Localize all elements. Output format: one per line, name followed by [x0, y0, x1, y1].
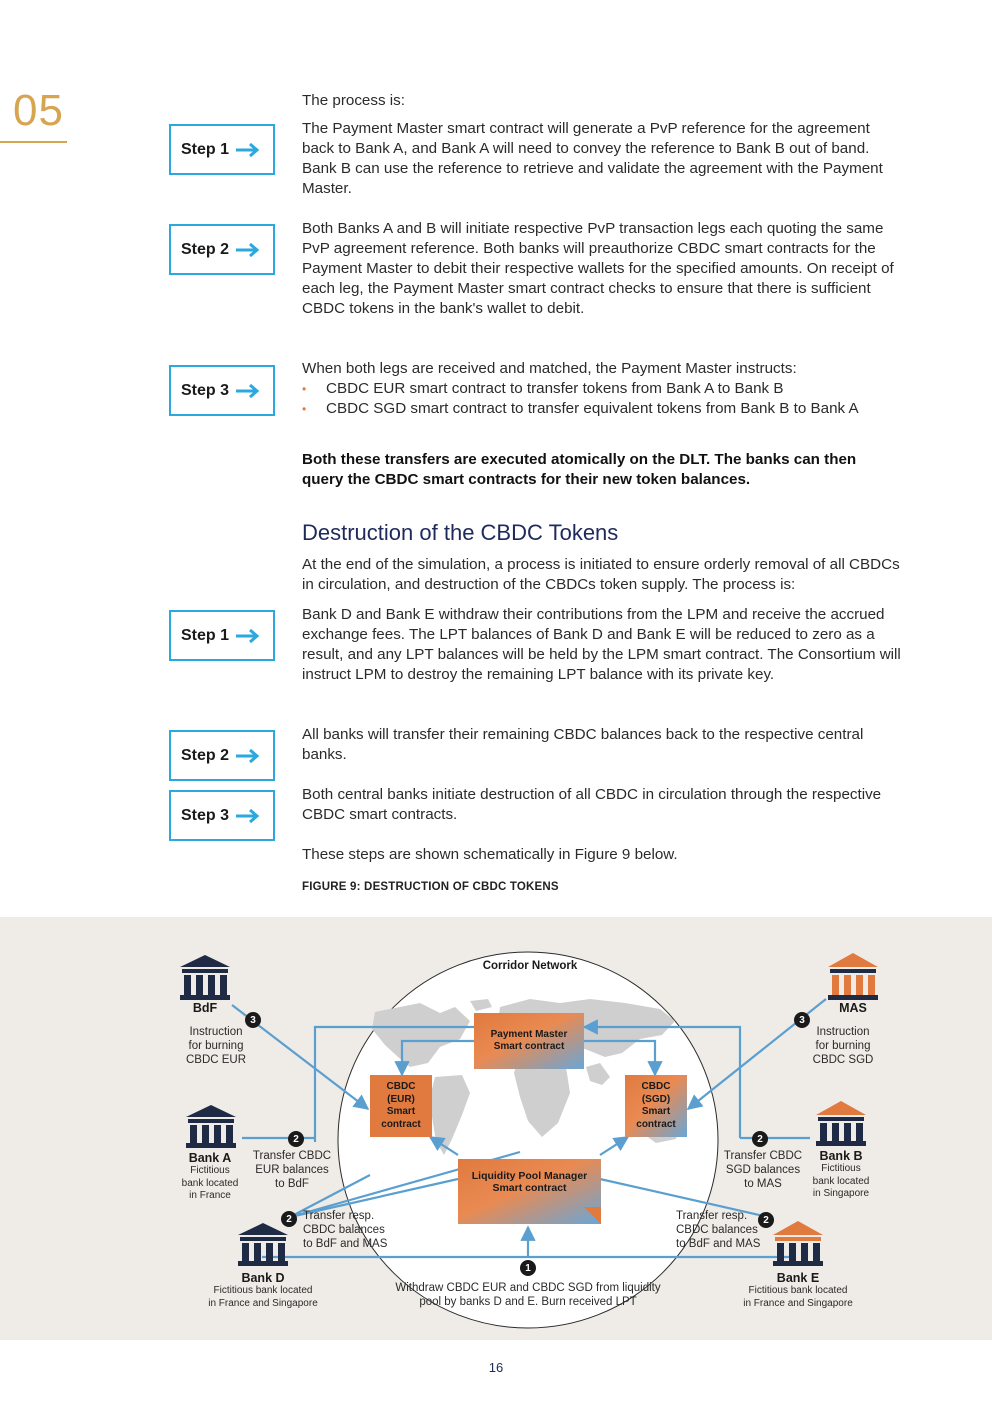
step-marker-2: 2 [288, 1131, 304, 1147]
bank-e-name: Bank E [776, 1271, 820, 1285]
bank-a-transfer-1: Transfer CBDC [252, 1150, 332, 1162]
payment-master-line1: Payment Master [490, 1028, 568, 1040]
mas-name: MAS [839, 1001, 867, 1015]
bank-b-desc-2: bank located [812, 1175, 870, 1187]
lpm-line2: Smart contract [492, 1182, 567, 1194]
destruction-step-3-text: Both central banks initiate destruction of all CBDC in circulation through the respective CBDC smart contracts. [302, 786, 882, 823]
destruction-step-2-text: All banks will transfer their remaining CBDC balances back to the respective central banks. [302, 726, 864, 763]
bank-b-transfer-2: SGD balances [725, 1164, 801, 1176]
bank-b-transfer [718, 1149, 808, 1191]
mas-instr-1: Instruction [816, 1026, 870, 1038]
destruction-step-1-text: Bank D and Bank E withdraw their contributions from the LPM and receive the accrued exchange fees. The LPT balances of Bank D and Bank E will be reduced to zero as a result, and any LPT balances will be held by the LPM smart contract. The Consortium will instruct LPM to destroy the remaining LPT balance with its private key. [302, 606, 901, 683]
bank-d-desc-1: Fictitious bank located [213, 1285, 313, 1296]
cbdc-sgd-line1: CBDC [641, 1081, 671, 1092]
network-label: Corridor Network [482, 960, 578, 972]
section-number: 05 [13, 86, 64, 135]
cbdc-eur-label [370, 1075, 432, 1137]
bank-a-desc-1: Fictitious [190, 1165, 230, 1176]
bank-d-transfer-3: to BdF and MAS [303, 1238, 388, 1250]
destruction-step-badge-1 [169, 610, 275, 661]
cbdc-eur-line2: (EUR) [387, 1093, 415, 1105]
destruction-intro: At the end of the simulation, a process is initiated to ensure orderly removal of all CBDCs in circulation, and destruction of the CBDCs token supply. The process is: [302, 556, 900, 593]
step-marker-3: 3 [245, 1012, 261, 1028]
lpm-line1: Liquidity Pool Manager [471, 1169, 588, 1182]
bank-b-name: Bank B [819, 1149, 863, 1163]
step-1-text: The Payment Master smart contract will generate a PvP reference for the agreement back to Bank A, and Bank A will need to convey the reference to Bank B out of band. Bank B can use the reference to retrieve and validate the agreement with the Payment Master. [302, 120, 883, 197]
bdf-instr-2: for burning [188, 1040, 244, 1052]
bank-e-building-icon [773, 1221, 823, 1266]
cbdc-eur-line4: contract [381, 1118, 421, 1130]
figure-caption: FIGURE 9: DESTRUCTION OF CBDC TOKENS [302, 881, 559, 893]
step-label: Step 2 [181, 240, 230, 258]
mas-building-icon [828, 953, 878, 1000]
withdraw-line-2: pool by banks D and E. Burn received LPT [419, 1296, 637, 1308]
step-3-bullets [302, 379, 902, 419]
step-label: Step 1 [181, 140, 230, 158]
withdraw-line-1: Withdraw CBDC EUR and CBDC SGD from liquidity [395, 1282, 661, 1294]
arrow-right-icon [235, 242, 261, 258]
cbdc-sgd-line4: contract [636, 1118, 676, 1130]
destruction-step-badge-3 [169, 790, 275, 841]
bdf-instr-3: CBDC EUR [185, 1054, 247, 1066]
bank-e-transfer [676, 1209, 771, 1251]
step-label: Step 3 [181, 806, 230, 824]
step-label: Step 3 [181, 381, 230, 399]
bdf-name: BdF [192, 1001, 218, 1015]
cbdc-sgd-line2: (SGD) [641, 1093, 671, 1105]
payment-master-label [474, 1013, 584, 1069]
arrow-right-icon [235, 628, 261, 644]
step-marker-2: 2 [752, 1131, 768, 1147]
destruction-step-badge-2 [169, 730, 275, 781]
bank-a-desc-3: in France [189, 1190, 231, 1201]
withdraw-label [368, 1281, 688, 1309]
step-2-text: Both Banks A and B will initiate respective PvP transaction legs each quoting the same PvP agreement reference. Both banks will preauthorize CBDC smart contracts for the Payment Master to debit their respective wallets for the specified amounts. On receipt of each leg, the Payment Master smart contract checks to ensure that there is sufficient CBDC tokens in the bank's wallet to debit. [302, 220, 894, 317]
step-label: Step 1 [181, 626, 230, 644]
bank-a-transfer [247, 1149, 337, 1191]
arrow-right-icon [235, 748, 261, 764]
cbdc-eur-line3: Smart [386, 1106, 416, 1117]
bank-b-desc-3: in Singapore [812, 1188, 870, 1199]
arrow-right-icon [235, 383, 261, 399]
bank-b-transfer-3: to MAS [744, 1178, 782, 1190]
bank-b-transfer-1: Transfer CBDC [723, 1150, 803, 1162]
step-marker-2: 2 [758, 1212, 774, 1228]
step-marker-1: 1 [520, 1260, 536, 1276]
step-3-text: When both legs are received and matched, the Payment Master instructs: [302, 360, 797, 377]
bank-d-transfer-1: Transfer resp. [303, 1210, 375, 1222]
step-label: Step 2 [181, 746, 230, 764]
atomic-note: Both these transfers are executed atomically on the DLT. The banks can then query the CBDC smart contracts for their new token balances. [302, 451, 857, 488]
bullet-item: • CBDC EUR smart contract to transfer tokens from Bank A to Bank B [302, 379, 902, 399]
bank-d-name: Bank D [241, 1271, 285, 1285]
bank-a-building-icon [186, 1105, 236, 1148]
cbdc-sgd-line3: Smart [641, 1106, 671, 1117]
bank-e-desc [728, 1285, 868, 1310]
step-marker-3: 3 [794, 1012, 810, 1028]
bank-a-name: Bank A [188, 1151, 232, 1165]
process-intro: The process is: [302, 92, 405, 109]
bank-d-building-icon [238, 1223, 288, 1266]
arrow-right-icon [235, 142, 261, 158]
bank-a-desc-2: bank located [181, 1177, 239, 1189]
bank-b-desc-1: Fictitious [821, 1163, 861, 1174]
destruction-closing: These steps are shown schematically in Figure 9 below. [302, 846, 678, 863]
bank-d-transfer [303, 1209, 398, 1251]
cbdc-sgd-label [625, 1075, 687, 1137]
section-heading: Destruction of the CBDC Tokens [302, 520, 619, 545]
section-rule [0, 141, 67, 143]
step-badge-1 [169, 124, 275, 175]
arrow-right-icon [235, 808, 261, 824]
bank-a-desc [175, 1165, 245, 1203]
bdf-instr-1: Instruction [189, 1026, 243, 1038]
bank-e-desc-2: in France and Singapore [743, 1297, 853, 1309]
mas-instr-2: for burning [815, 1040, 871, 1052]
step-marker-2: 2 [281, 1211, 297, 1227]
bank-a-transfer-3: to BdF [275, 1178, 309, 1190]
bank-d-transfer-2: CBDC balances [303, 1224, 385, 1236]
bullet-item: • CBDC SGD smart contract to transfer equivalent tokens from Bank B to Bank A [302, 399, 902, 419]
bank-d-desc [193, 1285, 333, 1310]
bank-a-transfer-2: EUR balances [255, 1164, 329, 1176]
mas-instruction [802, 1025, 884, 1067]
bank-e-transfer-2: CBDC balances [676, 1224, 758, 1236]
cbdc-eur-line1: CBDC [386, 1081, 416, 1092]
payment-master-line2: Smart contract [493, 1041, 565, 1052]
destruction-diagram [0, 917, 992, 1340]
bdf-instruction [175, 1025, 257, 1067]
bdf-building-icon [180, 955, 230, 1000]
step-badge-3 [169, 365, 275, 416]
lpm-label [458, 1159, 601, 1205]
mas-instr-3: CBDC SGD [812, 1054, 874, 1066]
page-number: 16 [488, 1360, 504, 1375]
bank-d-desc-2: in France and Singapore [208, 1297, 318, 1309]
bank-e-desc-1: Fictitious bank located [748, 1285, 848, 1296]
bank-b-building-icon [816, 1101, 866, 1146]
bank-e-transfer-3: to BdF and MAS [676, 1238, 761, 1250]
bank-e-transfer-1: Transfer resp. [676, 1210, 748, 1222]
step-badge-2 [169, 224, 275, 275]
bank-b-desc [806, 1163, 876, 1201]
